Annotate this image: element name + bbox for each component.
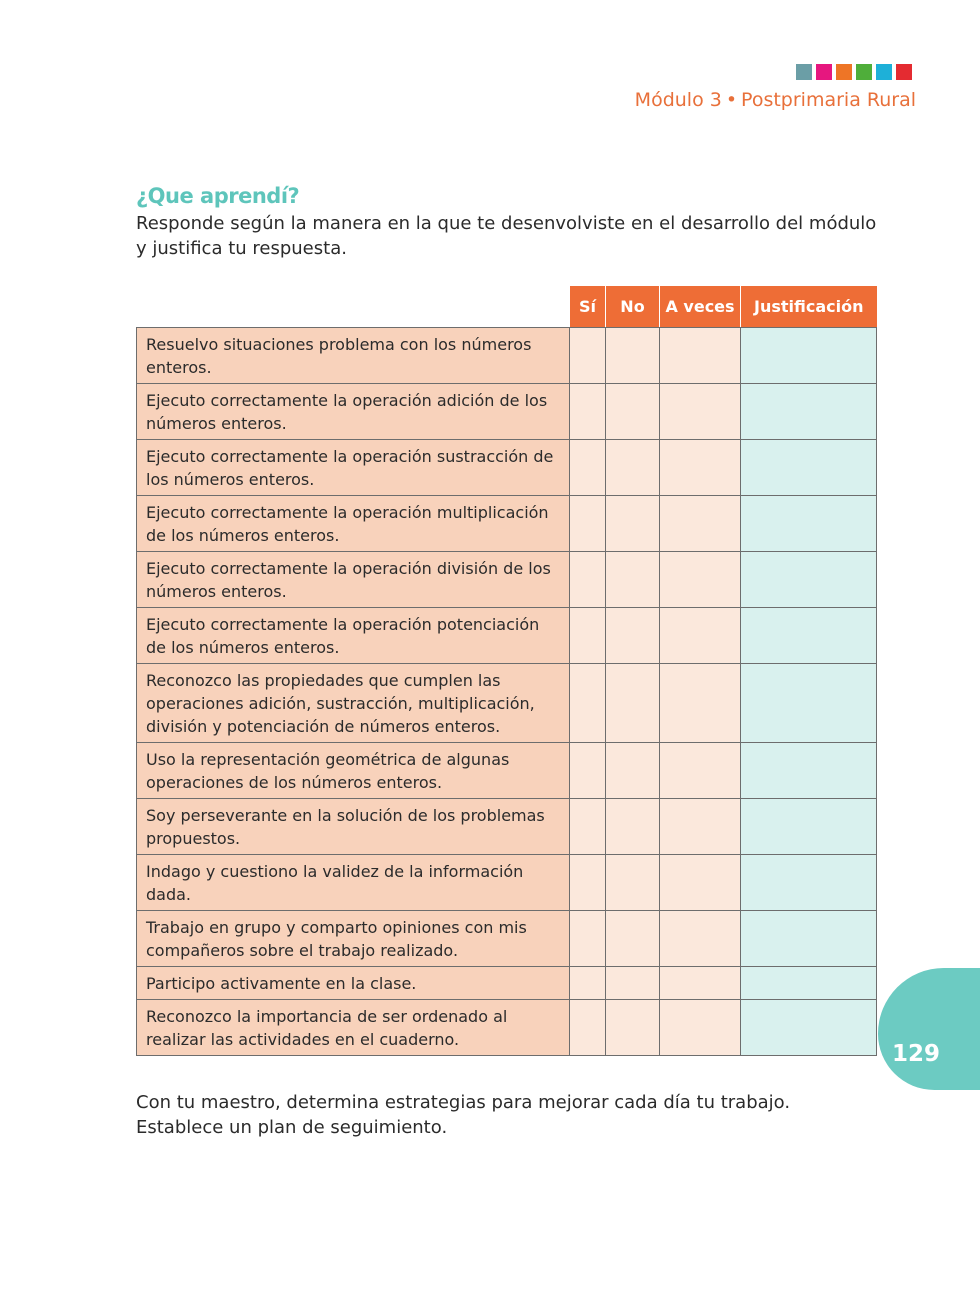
table-row: [137, 1000, 877, 1056]
justification-cell[interactable]: [741, 911, 877, 967]
program-label: Postprimaria Rural: [741, 89, 916, 111]
running-head: [635, 89, 916, 111]
table-row: [137, 967, 877, 1000]
answer-cell-a-veces[interactable]: [660, 967, 741, 1000]
answer-cell-no[interactable]: [606, 496, 660, 552]
answer-cell-si[interactable]: [570, 496, 606, 552]
answer-cell-si[interactable]: [570, 911, 606, 967]
answer-cell-si[interactable]: [570, 743, 606, 799]
criterion-cell: Indago y cuestiono la validez de la información dada.: [137, 855, 570, 911]
column-header-no: No: [606, 286, 660, 327]
justification-cell[interactable]: [741, 608, 877, 664]
justification-cell[interactable]: [741, 664, 877, 743]
criterion-cell: Ejecuto correctamente la operación división de los números enteros.: [137, 552, 570, 608]
justification-cell[interactable]: [741, 799, 877, 855]
color-square: [896, 64, 912, 80]
answer-cell-si[interactable]: [570, 384, 606, 440]
table-row: [137, 384, 877, 440]
answer-cell-si[interactable]: [570, 440, 606, 496]
justification-cell[interactable]: [741, 743, 877, 799]
intro-paragraph: Responde según la manera en la que te desenvolviste en el desarrollo del módulo y justifica tu respuesta.: [136, 213, 877, 259]
answer-cell-a-veces[interactable]: [660, 1000, 741, 1056]
table-row: [137, 743, 877, 799]
answer-cell-si[interactable]: [570, 552, 606, 608]
justification-cell[interactable]: [741, 440, 877, 496]
criterion-cell: Reconozco las propiedades que cumplen las operaciones adición, sustracción, multiplicación, división y potenciación de números enteros.: [137, 664, 570, 743]
justification-cell[interactable]: [741, 384, 877, 440]
answer-cell-a-veces[interactable]: [660, 855, 741, 911]
answer-cell-no[interactable]: [606, 911, 660, 967]
table-row: [137, 496, 877, 552]
table-row: [137, 799, 877, 855]
column-header-justificacion: Justificación: [741, 286, 877, 327]
answer-cell-a-veces[interactable]: [660, 911, 741, 967]
criterion-cell: Participo activamente en la clase.: [137, 967, 570, 1000]
answer-cell-no[interactable]: [606, 855, 660, 911]
table-body: [137, 327, 877, 1056]
answer-cell-no[interactable]: [606, 1000, 660, 1056]
answer-cell-no[interactable]: [606, 743, 660, 799]
answer-cell-si[interactable]: [570, 608, 606, 664]
color-square: [856, 64, 872, 80]
table-row: [137, 440, 877, 496]
column-header-a-veces: A veces: [660, 286, 741, 327]
table-row: [137, 911, 877, 967]
answer-cell-a-veces[interactable]: [660, 743, 741, 799]
color-square: [816, 64, 832, 80]
page-number-tab: [878, 968, 980, 1090]
answer-cell-a-veces[interactable]: [660, 799, 741, 855]
color-square: [836, 64, 852, 80]
answer-cell-no[interactable]: [606, 384, 660, 440]
criterion-cell: Ejecuto correctamente la operación sustracción de los números enteros.: [137, 440, 570, 496]
color-square: [796, 64, 812, 80]
answer-cell-si[interactable]: [570, 328, 606, 384]
section-title: ¿Que aprendí?: [136, 184, 300, 208]
closing-paragraph: Con tu maestro, determina estrategias para mejorar cada día tu trabajo. Establece un plan de seguimiento.: [136, 1092, 791, 1138]
color-square: [876, 64, 892, 80]
criterion-cell: Ejecuto correctamente la operación potenciación de los números enteros.: [137, 608, 570, 664]
table-row: [137, 855, 877, 911]
justification-cell[interactable]: [741, 1000, 877, 1056]
table-header-row: [137, 286, 877, 327]
module-label: Módulo 3: [634, 89, 722, 111]
answer-cell-no[interactable]: [606, 664, 660, 743]
answer-cell-a-veces[interactable]: [660, 440, 741, 496]
criterion-cell: Trabajo en grupo y comparto opiniones con mis compañeros sobre el trabajo realizado.: [137, 911, 570, 967]
table-row: [137, 608, 877, 664]
answer-cell-a-veces[interactable]: [660, 496, 741, 552]
answer-cell-no[interactable]: [606, 328, 660, 384]
answer-cell-si[interactable]: [570, 1000, 606, 1056]
justification-cell[interactable]: [741, 855, 877, 911]
answer-cell-si[interactable]: [570, 967, 606, 1000]
table-row: [137, 664, 877, 743]
justification-cell[interactable]: [741, 552, 877, 608]
answer-cell-a-veces[interactable]: [660, 328, 741, 384]
answer-cell-si[interactable]: [570, 664, 606, 743]
criterion-cell: Uso la representación geométrica de algunas operaciones de los números enteros.: [137, 743, 570, 799]
answer-cell-si[interactable]: [570, 855, 606, 911]
self-assessment-table: [136, 286, 877, 1056]
answer-cell-no[interactable]: [606, 967, 660, 1000]
answer-cell-a-veces[interactable]: [660, 552, 741, 608]
answer-cell-a-veces[interactable]: [660, 664, 741, 743]
table-row: [137, 552, 877, 608]
answer-cell-a-veces[interactable]: [660, 608, 741, 664]
answer-cell-no[interactable]: [606, 799, 660, 855]
column-header-si: Sí: [570, 286, 606, 327]
criterion-cell: Resuelvo situaciones problema con los números enteros.: [137, 328, 570, 384]
answer-cell-no[interactable]: [606, 608, 660, 664]
page-number: 129: [892, 1041, 941, 1067]
justification-cell[interactable]: [741, 496, 877, 552]
criterion-cell: Soy perseverante en la solución de los problemas propuestos.: [137, 799, 570, 855]
answer-cell-no[interactable]: [606, 440, 660, 496]
criterion-cell: Reconozco la importancia de ser ordenado al realizar las actividades en el cuaderno.: [137, 1000, 570, 1056]
table-row: [137, 328, 877, 384]
justification-cell[interactable]: [741, 967, 877, 1000]
bullet-separator: •: [725, 89, 738, 111]
header-blank-cell: [137, 286, 570, 327]
module-color-strip: [796, 64, 912, 80]
criterion-cell: Ejecuto correctamente la operación multiplicación de los números enteros.: [137, 496, 570, 552]
justification-cell[interactable]: [741, 328, 877, 384]
answer-cell-no[interactable]: [606, 552, 660, 608]
answer-cell-si[interactable]: [570, 799, 606, 855]
answer-cell-a-veces[interactable]: [660, 384, 741, 440]
criterion-cell: Ejecuto correctamente la operación adición de los números enteros.: [137, 384, 570, 440]
